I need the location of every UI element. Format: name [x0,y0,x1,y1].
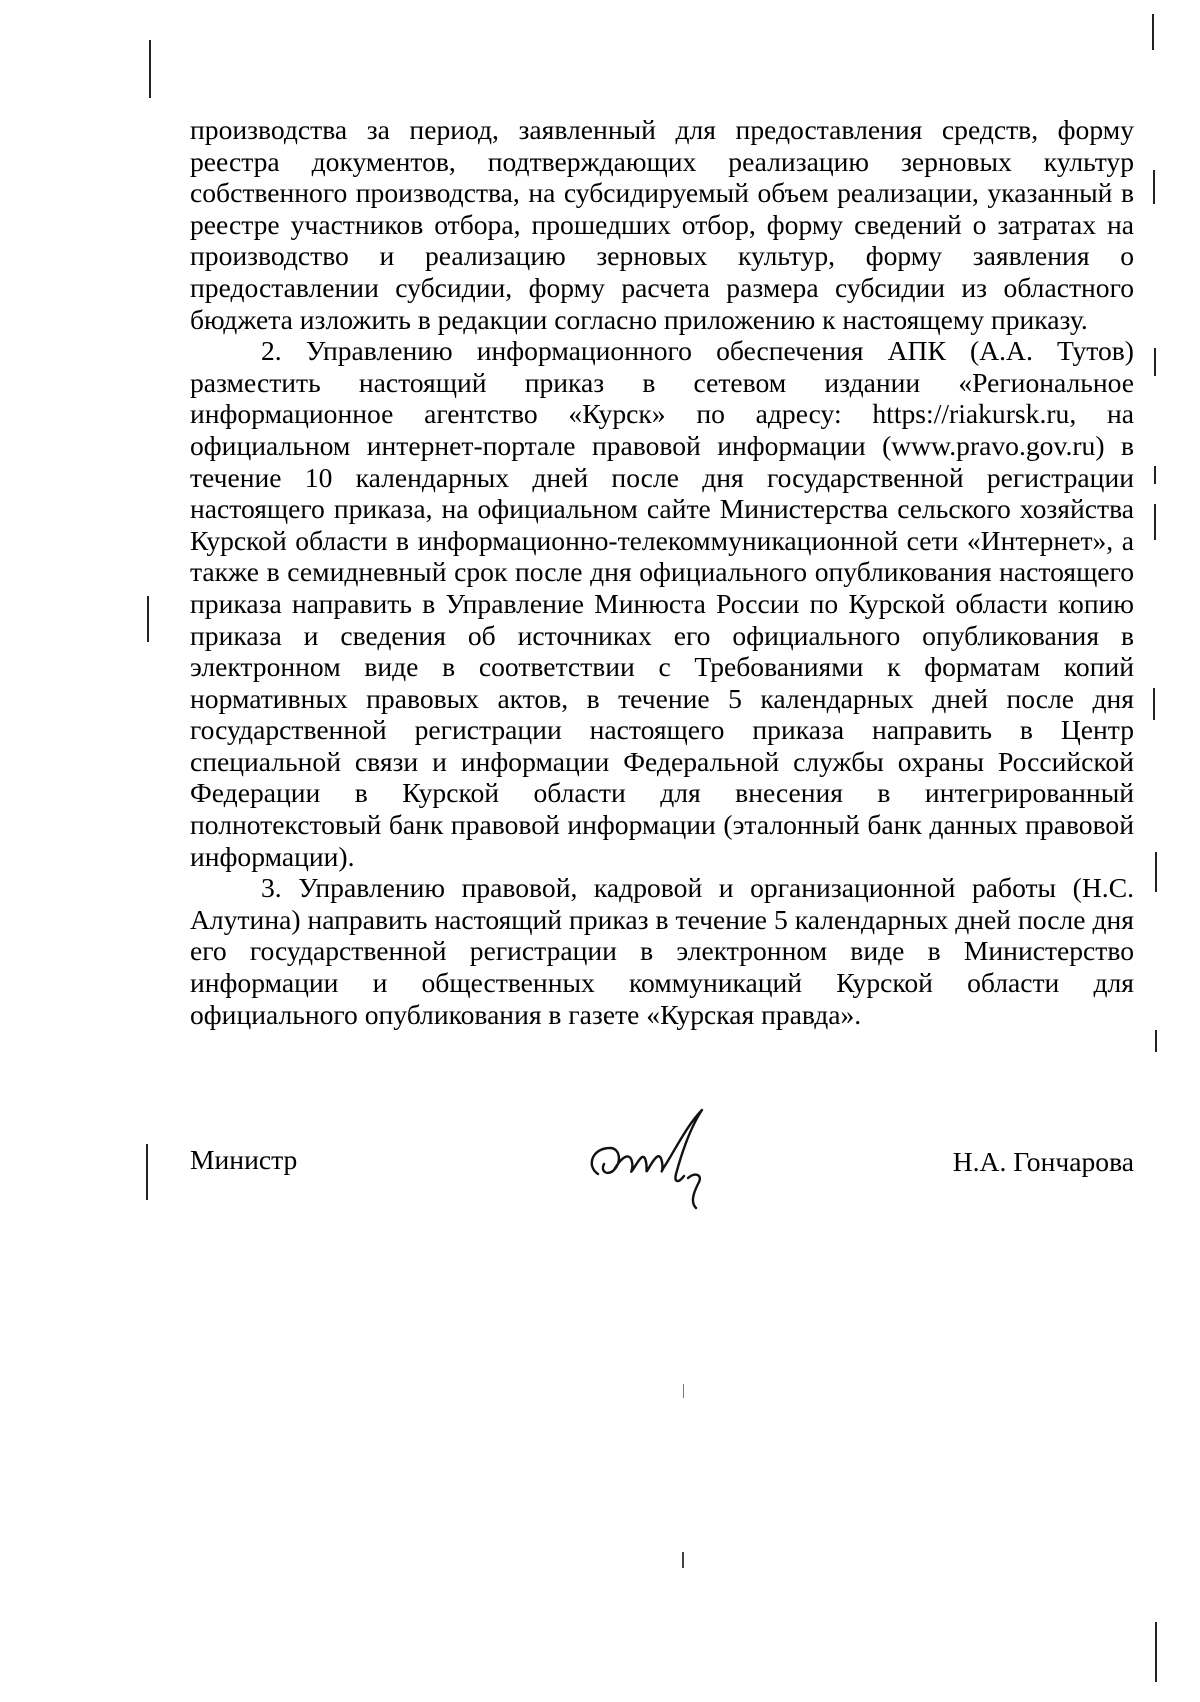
paragraph-2: 2. Управлению информационного обеспечения АПК (А.А. Тутов) разместить настоящий приказ в сетевом издании «Региональное информационное агентство «Курск» по адресу: https://riakursk.ru, на официальном интернет-портале правовой информации (www.pravo.gov.ru) в течение 10 календарных дней после дня государственной регистрации настоящего приказа, на официальном сайте Министерства сельского хозяйства Курской области в информационно-телекоммуникационной сети «Интернет», а также в семидневный срок после дня официального опубликования настоящего приказа направить в Управление Минюста России по Курской области копию приказа и сведения об источниках его официального опубликования в электронном виде в соответствии с Требованиями к форматам копий нормативных правовых актов, в течение 5 календарных дней после дня государственной регистрации настоящего приказа направить в Центр специальной связи и информации Федеральной службы охраны Российской Федерации в Курской области для внесения в интегрированный полнотекстовый банк правовой информации (эталонный банк данных правовой информации). [190,335,1134,872]
scan-edge-mark [1155,852,1157,892]
scan-edge-mark [1155,1622,1157,1682]
paragraph-1-continuation: производства за период, заявленный для предоставления средств, форму реестра документов, подтверждающих реализацию зерновых культур собственного производства, на субсидируемый объем реализации, указанный в реестре участников отбора, прошедших отбор, форму сведений о затратах на производство и реализацию зерновых культур, форму заявления о предоставлении субсидии, форму расчета размера субсидии из областного бюджета изложить в редакции согласно приложению к настоящему приказу. [190,114,1134,335]
scan-edge-mark [1154,466,1156,484]
scan-edge-mark [683,1384,684,1398]
scan-edge-mark [1155,1030,1157,1052]
paragraph-3: 3. Управлению правовой, кадровой и организационной работы (Н.С. Алутина) направить настоящий приказ в течение 5 календарных дней после дня его государственной регистрации в электронном виде в Министерство информации и общественных коммуникаций Курской области для официального опубликования в газете «Курская правда». [190,872,1134,1030]
signatory-name: Н.А. Гончарова [952,1146,1134,1177]
scan-edge-mark [1153,170,1155,204]
scan-edge-mark [1154,348,1156,376]
signatory-title: Министр [190,1144,298,1175]
signature-block [190,1134,1134,1224]
handwritten-signature [578,1104,728,1214]
scan-edge-mark [1152,14,1154,50]
document-body [190,114,1134,1030]
scan-edge-mark [149,40,151,98]
scan-edge-mark [1153,688,1155,720]
scan-edge-mark [146,1144,148,1200]
scan-edge-mark [147,596,149,642]
scan-edge-mark [682,1552,684,1568]
scan-edge-mark [1154,504,1156,540]
